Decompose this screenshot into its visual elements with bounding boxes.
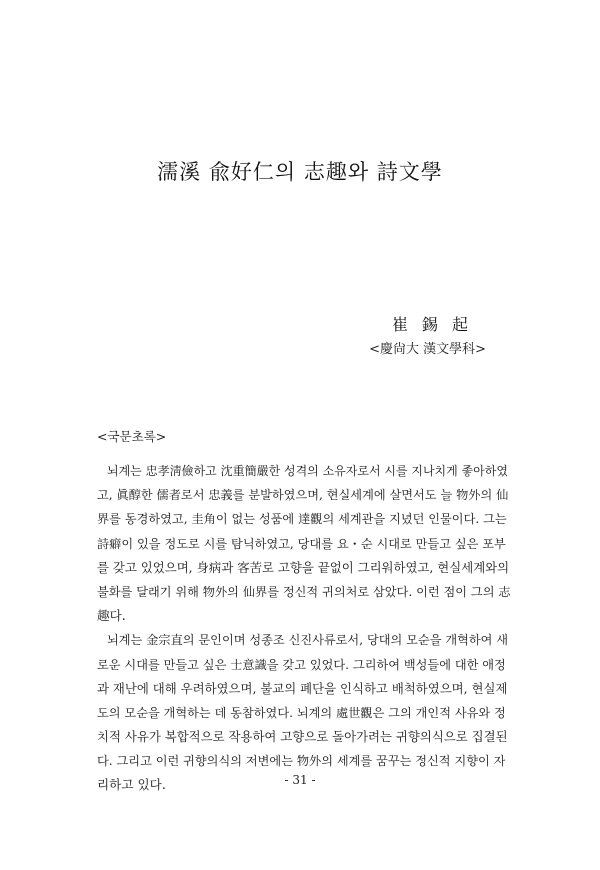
author-name: 崔錫起 (391, 315, 482, 334)
text-line (97, 749, 511, 773)
line-text: 불화를 달래기 위해 物外의 仙界를 정신적 귀의처로 삼았다. 이런 점이 그의 志 (97, 584, 511, 599)
text-line (97, 725, 511, 749)
line-text: 고, 眞醇한 儒者로서 忠義를 분발하였으며, 현실세계에 살면서도 늘 物外의 仙 (97, 488, 509, 503)
line-text: 詩癖이 있을 정도로 시를 탐닉하였고, 당대를 요・순 시대로 만들고 싶은 포부 (97, 536, 506, 551)
line-text: 를 갖고 있었으며, 身病과 客苦로 고향을 끝없이 그리워하였고, 현실세계와의 (97, 559, 510, 575)
text-line (97, 532, 511, 556)
line-text: 뇌계는 金宗直의 문인이며 성종조 신진사류로서, 당대의 모순을 개혁하여 새 (107, 633, 509, 648)
line-text: 도의 모순을 개혁하는 데 동참하였다. 뇌계의 處世觀은 그의 개인적 사유와 정 (97, 705, 506, 720)
line-text: 다. 그리고 이런 귀향의식의 저변에는 物外의 세계를 꿈꾸는 정신적 지향이 자 (97, 754, 506, 769)
text-line (97, 677, 511, 701)
line-text: 뇌계는 忠孝淸儉하고 沈重簡嚴한 성격의 소유자로서 시를 지나치게 좋아하였 (107, 464, 508, 478)
abstract-paragraph-1 (97, 459, 511, 628)
abstract-heading: <국문초록> (97, 429, 167, 444)
text-line (97, 507, 511, 531)
line-text: 로운 시대를 만들고 싶은 士意識을 갖고 있었다. 그리하여 백성들에 대한 애정 (97, 657, 506, 672)
text-line (97, 580, 511, 604)
line-text: 界를 동경하였고, 圭角이 없는 성품에 達觀의 세계관을 지녔던 인물이다. 그는 (97, 512, 507, 527)
text-line (97, 653, 511, 677)
page-number: - 31 - (284, 773, 316, 787)
text-line (97, 604, 511, 628)
line-text: 리하고 있다. (97, 777, 166, 793)
text-line (97, 556, 511, 580)
line-text: 과 재난에 대해 우려하였으며, 불교의 폐단을 인식하고 배척하였으며, 현실제 (97, 680, 508, 696)
text-line (97, 701, 511, 725)
article-title: 濡溪 兪好仁의 志趣와 詩文學 (157, 160, 443, 184)
line-text: 趣다. (97, 608, 126, 624)
text-line (97, 483, 511, 507)
abstract-body (97, 459, 511, 798)
text-line (97, 459, 511, 483)
line-text: 치적 사유가 복합적으로 작용하여 고향으로 돌아가려는 귀향의식으로 집결된 (97, 729, 508, 745)
author-affiliation: <慶尙大 漢文學科> (369, 342, 486, 357)
text-line (97, 628, 511, 652)
